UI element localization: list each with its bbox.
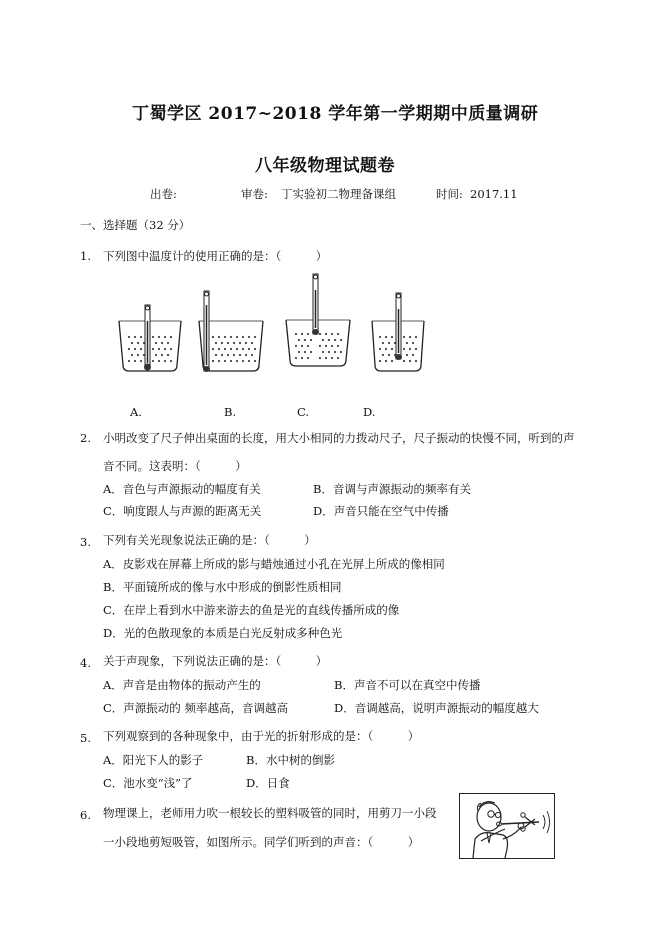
q3-option-a: A．皮影戏在屏幕上所成的影与蜡烛通过小孔在光屏上所成的像相同 [103,557,445,571]
q4-stem: 关于声现象，下列说法正确的是：（ ） [103,654,328,668]
q6-number: 6. [80,808,91,822]
figure-label-b: B. [224,405,237,419]
q5-option-c: C．池水变“浅”了 [103,776,193,790]
q2-stem-line1: 小明改变了尺子伸出桌面的长度，用大小相同的力拨动尺子，尺子振动的快慢不同，听到的声 [103,431,575,445]
thermometer-figure-a [115,285,185,385]
q4-option-c: C．声源振动的 频率越高，音调越高 [103,701,288,715]
section-heading: 一、选择题（32 分） [80,218,191,232]
q2-option-b: B．音调与声源振动的频率有关 [313,482,471,496]
thermometer-figure-b [195,285,267,385]
q5-option-d: D．日食 [246,776,290,790]
q4-number: 4. [80,656,91,670]
q3-option-c: C．在岸上看到水中游来游去的鱼是光的直线传播所成的像 [103,603,400,617]
figure-label-c: C. [297,405,310,419]
q2-stem-line2: 音不同。这表明：（ ） [103,459,247,473]
q3-option-b: B．平面镜所成的像与水中形成的倒影性质相同 [103,580,342,594]
q5-option-b: B．水中树的倒影 [246,753,335,767]
time-value: 2017.11 [470,187,518,201]
teacher-straw-illustration [459,793,555,859]
q4-option-d: D．音调越高，说明声源振动的幅度越大 [334,701,539,715]
q2-option-a: A．音色与声源振动的幅度有关 [103,482,261,496]
page-subtitle: 八年级物理试题卷 [255,156,395,176]
q6-stem-line1: 物理课上，老师用力吹一根较长的塑料吸管的同时，用剪刀一小段 [103,806,437,820]
q6-stem-line2: 一小段地剪短吸管，如图所示。同学们听到的声音：（ ） [103,835,420,849]
time-label: 时间: [436,187,463,201]
q2-number: 2. [80,431,91,445]
q5-stem: 下列观察到的各种现象中，由于光的折射形成的是：（ ） [103,729,420,743]
thermometer-figure-c [282,270,354,370]
q1-stem: 下列图中温度计的使用正确的是：（ ） [103,249,328,263]
thermometer-figure-d [368,285,428,385]
q2-option-c: C．响度跟人与声源的距离无关 [103,504,262,518]
q3-stem: 下列有关光现象说法正确的是：（ ） [103,533,316,547]
figure-label-a: A. [130,405,142,419]
q5-number: 5. [80,731,91,745]
q3-number: 3. [80,535,91,549]
q3-option-d: D．光的色散现象的本质是白光反射成多种色光 [103,626,343,640]
q4-option-a: A．声音是由物体的振动产生的 [103,678,261,692]
page-title: 丁蜀学区 2017~2018 学年第一学期期中质量调研 [132,104,539,124]
author-label: 出卷: [150,187,177,201]
q1-number: 1. [80,249,91,263]
reviewer-label: 审卷: [241,187,268,201]
q4-option-b: B．声音不可以在真空中传播 [334,678,481,692]
q5-option-a: A．阳光下人的影子 [103,753,204,767]
q2-option-d: D．声音只能在空气中传播 [313,504,449,518]
figure-label-d: D. [363,405,376,419]
reviewer-value: 丁实验初二物理备课组 [281,187,396,201]
